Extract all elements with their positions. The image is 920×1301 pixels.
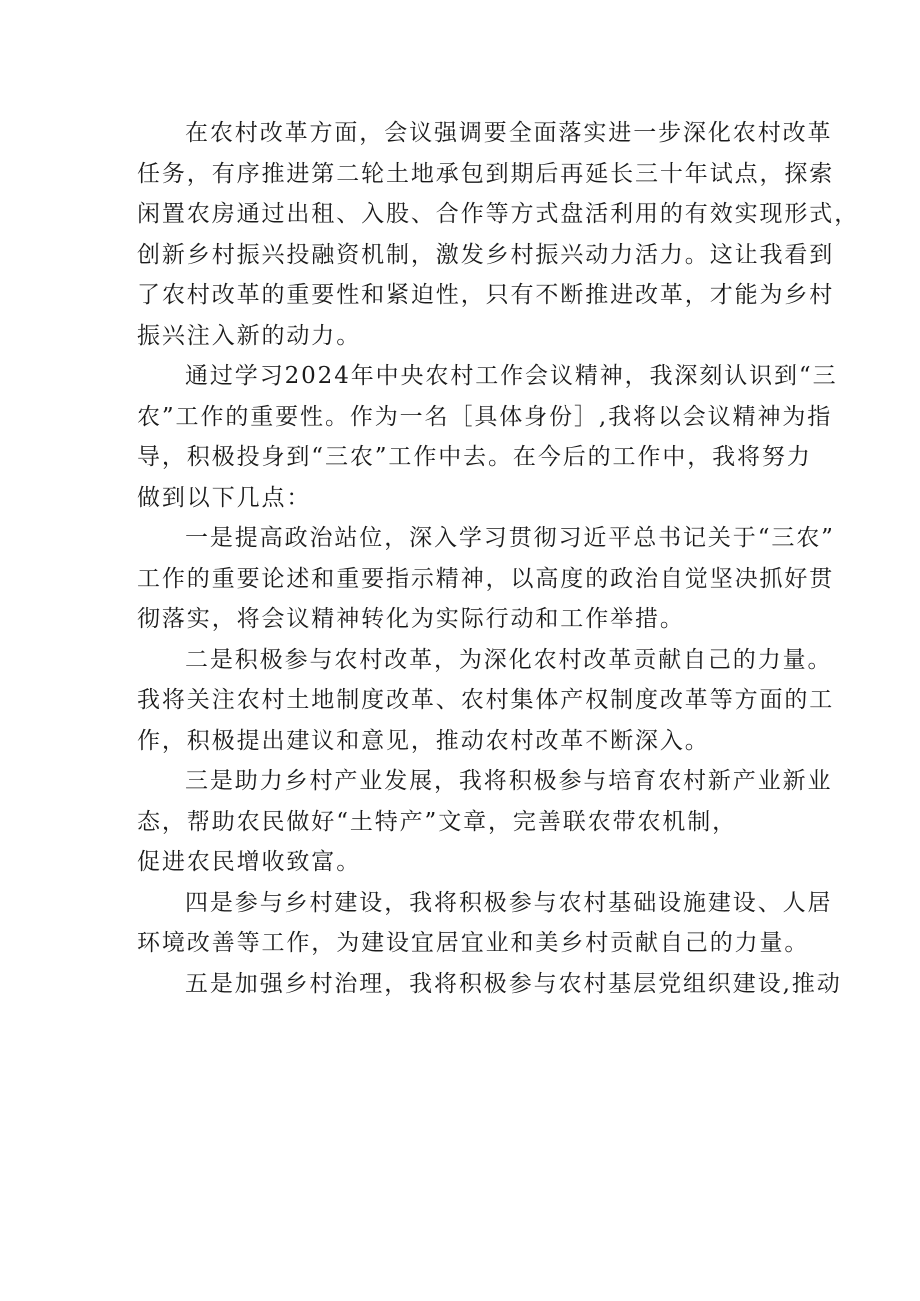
text-line: 工作的重要论述和重要指示精神，以高度的政治自觉坚决抓好贯 [137, 565, 835, 592]
text-line: 三是助力乡村产业发展，我将积极参与培育农村新产业新业 [185, 768, 833, 794]
text-line: 我将关注农村土地制度改革、农村集体产权制度改革等方面的工 [137, 687, 835, 713]
paragraph-point-four [137, 883, 833, 964]
text-line: 四是参与乡村建设，我将积极参与农村基础设施建设、人居 [185, 889, 833, 916]
text-line: 彻落实，将会议精神转化为实际行动和工作举措。 [137, 606, 685, 632]
text-line: 在农村改革方面，会议强调要全面落实进一步深化农村改革 [185, 120, 833, 146]
text-line: 态，帮助农民做好“土特产”文章，完善联农带农机制， [137, 808, 738, 835]
text-line: 导，积极投身到“三农”工作中去。在今后的工作中，我将努力 [137, 444, 812, 470]
text-line: 促进农民增收致富。 [137, 849, 362, 875]
text-line: 任务，有序推进第二轮土地承包到期后再延长三十年试点，探索 [137, 160, 835, 187]
paragraph-point-three [137, 761, 833, 883]
text-line: 农”工作的重要性。作为一名［具体身份］,我将以会议精神为指 [137, 403, 833, 430]
text-line: 作，积极提出建议和意见，推动农村改革不断深入。 [137, 727, 710, 754]
paragraph-point-one [137, 518, 835, 640]
text-line: 环境改善等工作，为建设宜居宜业和美乡村贡献自己的力量。 [137, 930, 810, 956]
paragraph-point-five [137, 964, 842, 1005]
text-line: 通过学习2024年中央农村工作会议精神，我深刻认识到“三 [185, 363, 838, 389]
text-line: 做到以下几点： [137, 484, 312, 511]
text-line: 二是积极参与农村改革，为深化农村改革贡献自己的力量。 [185, 646, 833, 673]
text-line: 了农村改革的重要性和紧迫性，只有不断推进改革，才能为乡村 [137, 282, 835, 308]
paragraph-point-two [137, 640, 835, 762]
text-line: 五是加强乡村治理，我将积极参与农村基层党组织建设,推动 [185, 970, 842, 997]
paragraph-rural-reform [137, 113, 860, 356]
text-line: 一是提高政治站位，深入学习贯彻习近平总书记关于“三农” [185, 525, 835, 551]
paragraph-study-summary [137, 356, 838, 518]
text-line: 闲置农房通过出租、入股、合作等方式盘活利用的有效实现形式， [137, 201, 860, 227]
text-line: 创新乡村振兴投融资机制，激发乡村振兴动力活力。这让我看到 [137, 241, 835, 268]
text-line: 振兴注入新的动力。 [137, 322, 362, 349]
document-body [137, 113, 860, 1004]
